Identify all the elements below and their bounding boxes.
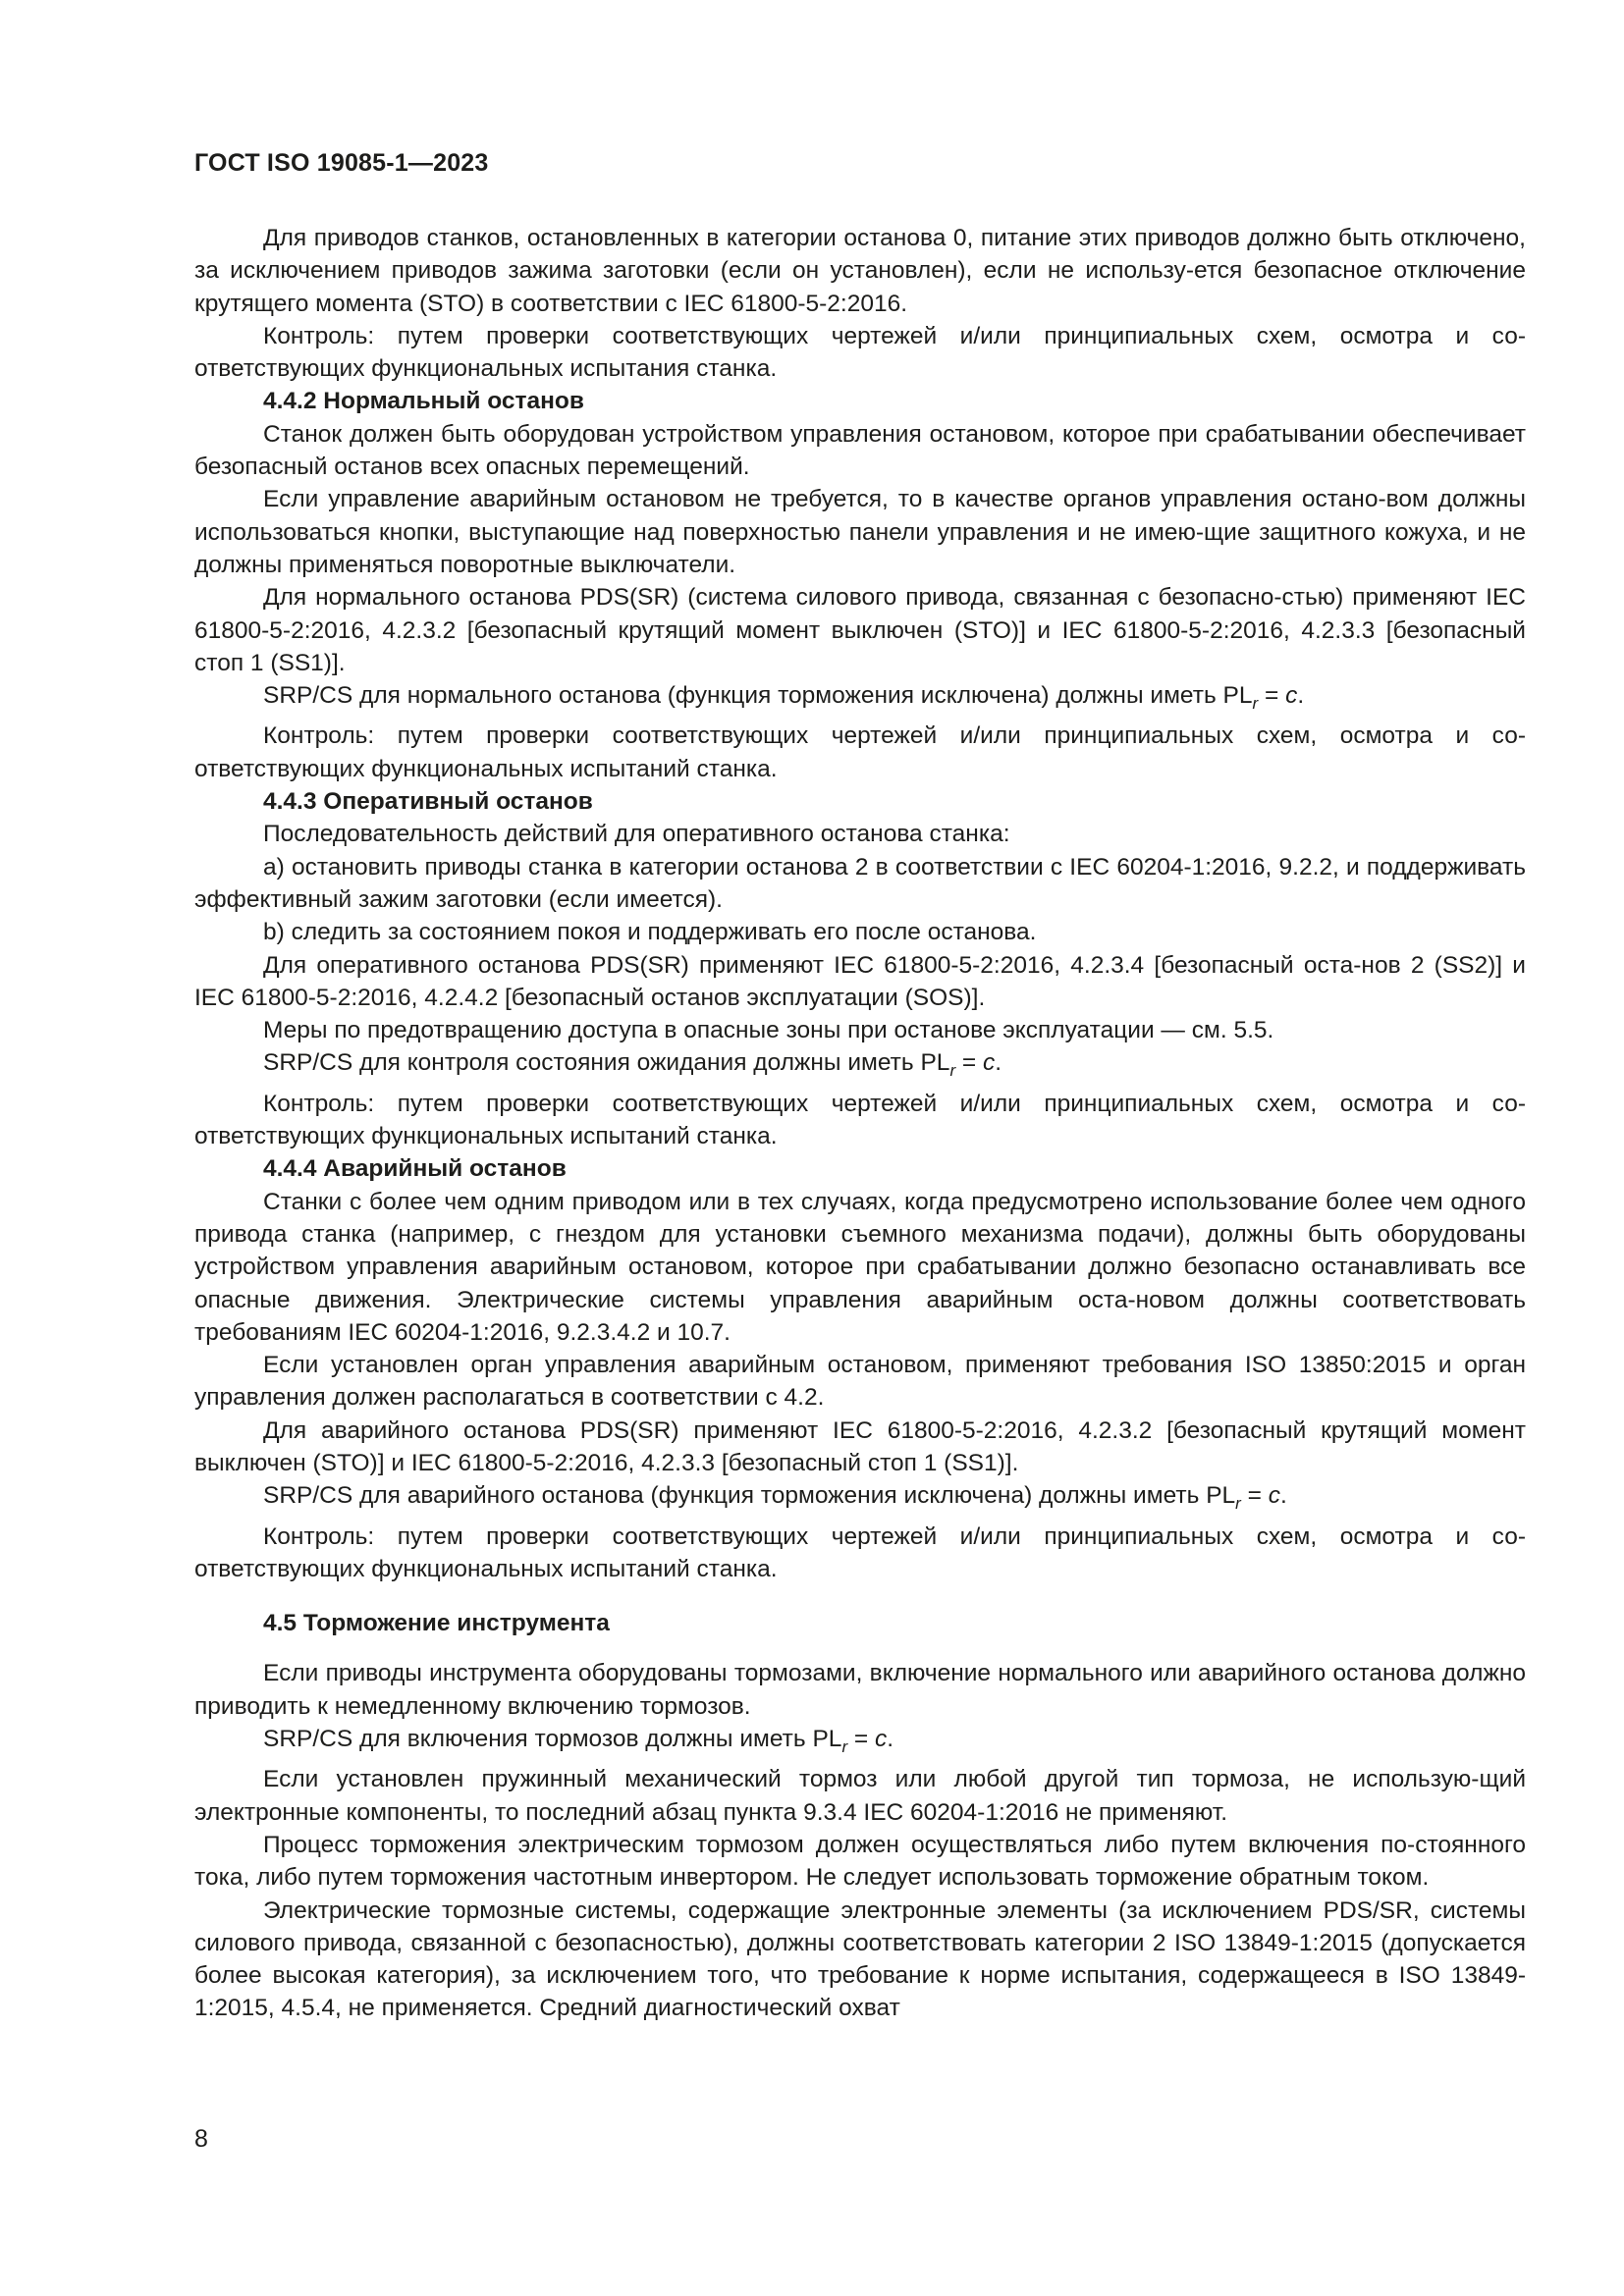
paragraph: Контроль: путем проверки соответствующих чертежей и/или принципиальных схем, осмотра и со-ответствующих функциональных испытаний станка. <box>194 722 1526 782</box>
paragraph: Для нормального останова PDS(SR) (система силового привода, связанная с безопасно-стью) применяют IEC 61800-5-2:2016, 4.2.3.2 [безопасный крутящий момент выключен (STO)] и IEC 61800-5-2:2016, 4.2.3.3 [безопасный стоп 1 (SS1)]. <box>194 584 1526 676</box>
paragraph: Если установлен орган управления аварийным остановом, применяют требования ISO 13850:2015 и орган управления должен располагаться в соответствии с 4.2. <box>194 1352 1526 1412</box>
pl-subscript: r <box>949 1061 956 1081</box>
pl-value: c <box>1268 1482 1281 1510</box>
paragraph: Для приводов станков, остановленных в категории останова 0, питание этих приводов должно быть отключено, за исключением приводов зажима заготовки (если он установлен), если не использу-ется безопасное отключение крутящего момента (STO) в соответствии с IEC 61800-5-2:2016. <box>194 225 1526 317</box>
pl-end: . <box>887 1726 894 1753</box>
paragraph: Меры по предотвращению доступа в опасные зоны при останове эксплуатации — см. 5.5. <box>263 1017 1274 1044</box>
pl-value: c <box>983 1049 996 1077</box>
pl-subscript: r <box>841 1737 848 1757</box>
paragraph: Для оперативного останова PDS(SR) применяют IEC 61800-5-2:2016, 4.2.3.4 [безопасный оста-нов 2 (SS2)] и IEC 61800-5-2:2016, 4.2.4.2 [безопасный останов эксплуатации (SOS)]. <box>194 951 1526 1011</box>
pl-text: SRP/CS для включения тормозов должны иметь PL <box>263 1726 842 1753</box>
document-header: ГОСТ ISO 19085-1—2023 <box>194 149 489 177</box>
pl-text: SRP/CS для контроля состояния ожидания должны иметь PL <box>263 1049 950 1077</box>
section-heading-4-5: 4.5 Торможение инструмента <box>263 1610 610 1637</box>
paragraph-pl <box>194 1046 1526 1087</box>
paragraph-pl <box>194 1479 1526 1520</box>
pl-eq: = <box>1240 1482 1269 1510</box>
pl-eq: = <box>955 1049 984 1077</box>
paragraph: Контроль: путем проверки соответствующих чертежей и/или принципиальных схем, осмотра и со-ответствующих функциональных испытаний станка. <box>194 1090 1526 1150</box>
paragraph: Если управление аварийным остановом не требуется, то в качестве органов управления остано-вом должны использоваться кнопки, выступающие над поверхностью панели управления и не имею-щие защитного кожуха, и не должны применяться поворотные выключатели. <box>194 486 1526 578</box>
pl-text: SRP/CS для аварийного останова (функция торможения исключена) должны иметь PL <box>263 1482 1236 1510</box>
pl-end: . <box>1297 682 1305 710</box>
paragraph: Если установлен пружинный механический тормоз или любой другой тип тормоза, не использую-щий электронные компоненты, то последний абзац пункта 9.3.4 IEC 60204-1:2016 не применяют. <box>194 1766 1526 1826</box>
pl-subscript: r <box>1235 1494 1241 1514</box>
pl-eq: = <box>1258 682 1286 710</box>
pl-value: c <box>1285 682 1298 710</box>
paragraph-pl <box>194 1723 1526 1763</box>
pl-eq: = <box>847 1726 876 1753</box>
paragraph: Для аварийного останова PDS(SR) применяют IEC 61800-5-2:2016, 4.2.3.2 [безопасный крутящий момент выключен (STO)] и IEC 61800-5-2:2016, 4.2.3.3 [безопасный стоп 1 (SS1)]. <box>194 1416 1526 1476</box>
paragraph: Станки с более чем одним приводом или в тех случаях, когда предусмотрено использование более чем одного привода станка (например, с гнездом для установки съемного механизма подачи), должны быть оборудованы устройством управления аварийным остановом, которое при срабатывании должно безопасно останавливать все опасные движения. Электрические системы управления аварийным оста-новом должны соответствовать требованиям IEC 60204-1:2016, 9.2.3.4.2 и 10.7. <box>194 1188 1526 1346</box>
pl-end: . <box>1280 1482 1287 1510</box>
paragraph: Контроль: путем проверки соответствующих чертежей и/или принципиальных схем, осмотра и со-ответствующих функциональных испытаний станка. <box>194 1522 1526 1582</box>
paragraph-pl <box>194 679 1526 720</box>
paragraph: Электрические тормозные системы, содержащие электронные элементы (за исключением PDS/SR, системы силового привода, связанной с безопасностью), должны соответствовать категории 2 ISO 13849-1:2015 (допускается более высокая категория), за исключением того, что требование к норме испытания, содержащееся в ISO 13849-1:2015, 4.5.4, не применяется. Средний диагностический охват <box>194 1896 1526 2022</box>
document-body <box>194 222 1526 2025</box>
paragraph: Станок должен быть оборудован устройством управления остановом, которое при срабатывании обеспечивает безопасный останов всех опасных перемещений. <box>194 420 1526 481</box>
paragraph: Процесс торможения электрическим тормозом должен осуществляться либо путем включения по-стоянного тока, либо путем торможения частотным инвертором. Не следует использовать торможение обратным током. <box>194 1831 1526 1892</box>
pl-end: . <box>995 1049 1002 1077</box>
paragraph: b) следить за состоянием покоя и поддерживать его после останова. <box>263 919 1037 946</box>
section-heading-4-4-4: 4.4.4 Аварийный останов <box>263 1155 567 1183</box>
page-number: 8 <box>194 2125 208 2153</box>
section-heading-4-4-2: 4.4.2 Нормальный останов <box>263 388 584 415</box>
pl-subscript: r <box>1252 694 1259 714</box>
pl-text: SRP/CS для нормального останова (функция торможения исключена) должны иметь PL <box>263 682 1253 710</box>
paragraph: Контроль: путем проверки соответствующих чертежей и/или принципиальных схем, осмотра и со-ответствующих функциональных испытания станка. <box>194 322 1526 383</box>
section-heading-4-4-3: 4.4.3 Оперативный останов <box>263 788 593 816</box>
paragraph: a) остановить приводы станка в категории останова 2 в соответствии с IEC 60204-1:2016, 9.2.2, и поддерживать эффективный зажим заготовки (если имеется). <box>194 853 1526 913</box>
paragraph: Если приводы инструмента оборудованы тормозами, включение нормального или аварийного останова должно приводить к немедленному включению тормозов. <box>194 1660 1526 1720</box>
paragraph: Последовательность действий для оперативного останова станка: <box>263 821 1010 848</box>
pl-value: c <box>875 1726 888 1753</box>
